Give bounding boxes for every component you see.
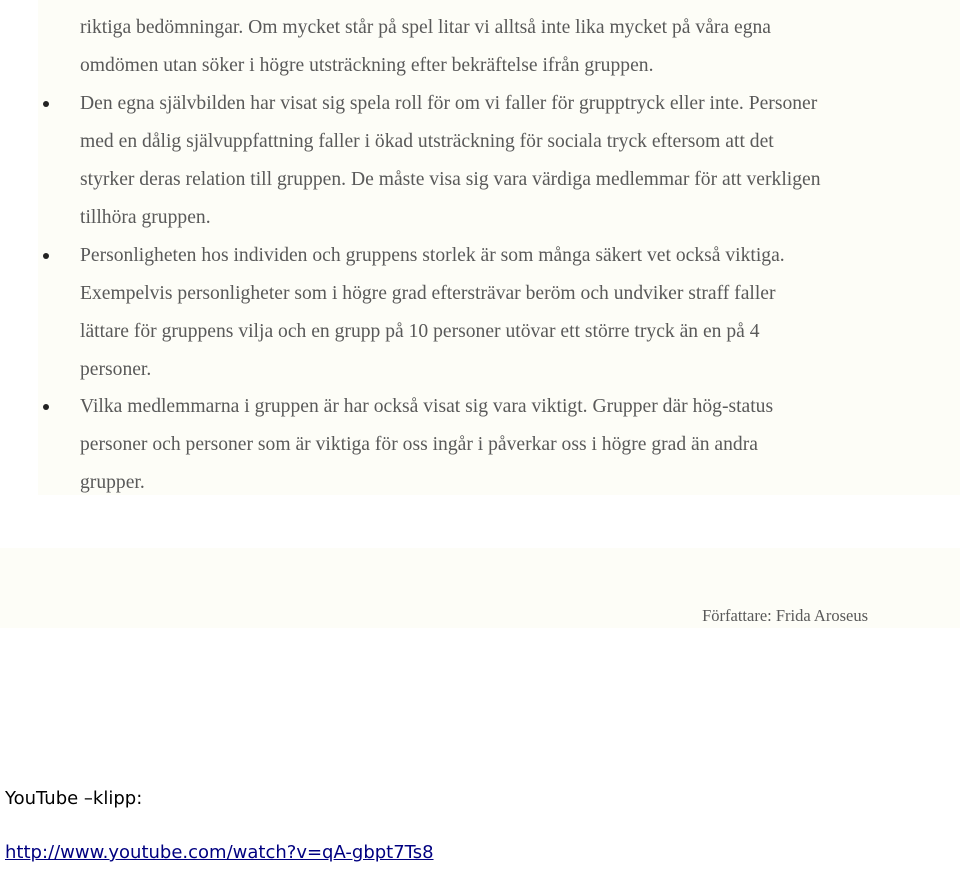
youtube-link[interactable]: http://www.youtube.com/watch?v=qA-gbpt7Ts8: [5, 842, 434, 863]
bullet-line: personer och personer som är viktiga för oss ingår i påverkar oss i högre grad än andra: [80, 434, 758, 455]
bullet-line: personer.: [80, 359, 152, 380]
bullet-line: Den egna självbilden har visat sig spela roll för om vi faller för grupptryck eller inte. Personer: [80, 93, 818, 114]
author-box: [0, 548, 960, 603]
bullet-line: grupper.: [80, 472, 145, 493]
bullet-dot-icon: [43, 253, 49, 259]
paragraph-line: riktiga bedömningar. Om mycket står på spel litar vi alltså inte lika mycket på våra egna: [80, 17, 772, 38]
bullet-item-personality: [80, 237, 960, 389]
bullet-dot-icon: [43, 404, 49, 410]
continuation-paragraph: [80, 9, 960, 85]
bullet-item-members: [80, 388, 960, 502]
author-credit: Författare: Frida Aroseus: [702, 606, 868, 625]
bullet-line: med en dålig självuppfattning faller i ökad utsträckning för sociala tryck eftersom att det: [80, 131, 774, 152]
youtube-clip-label: YouTube –klipp:: [5, 788, 143, 809]
bullet-line: lättare för gruppens vilja och en grupp på 10 personer utövar ett större tryck än en på 4: [80, 321, 760, 342]
bullet-line: Vilka medlemmarna i gruppen är har också visat sig vara viktigt. Grupper där hög-status: [80, 396, 774, 417]
bullet-line: styrker deras relation till gruppen. De måste visa sig vara värdiga medlemmar för att verkligen: [80, 169, 821, 190]
bullet-item-self-image: [80, 85, 960, 237]
bullet-line: Personligheten hos individen och gruppens storlek är som många säkert vet också viktiga.: [80, 245, 785, 266]
bullet-dot-icon: [43, 101, 49, 107]
bullet-line: tillhöra gruppen.: [80, 207, 211, 228]
paragraph-line: omdömen utan söker i högre utsträckning efter bekräftelse ifrån gruppen.: [80, 55, 654, 76]
bullet-line: Exempelvis personligheter som i högre grad eftersträvar beröm och undviker straff faller: [80, 283, 776, 304]
